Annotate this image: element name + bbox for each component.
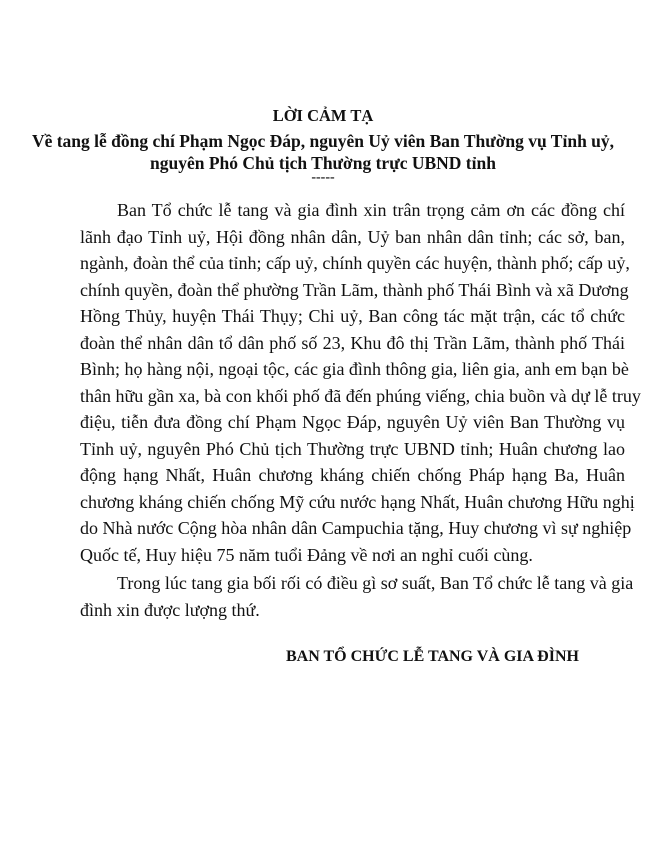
text-line: ngành, đoàn thể của tỉnh; cấp uỷ, chính quyền các huyện, thành phố; cấp uỷ, [80, 253, 630, 273]
text-line: đình xin được lượng thứ. [80, 599, 260, 620]
text-line: động hạng Nhất, Huân chương kháng chiến chống Pháp hạng Ba, Huân [80, 465, 625, 485]
divider: ----- [311, 170, 335, 185]
text-line: Bình; họ hàng nội, ngoại tộc, các gia đình thông gia, liên gia, anh em bạn bè [80, 359, 629, 379]
text-line: Hồng Thủy, huyện Thái Thụy; Chi uỷ, Ban công tác mặt trận, các tổ chức [80, 306, 625, 326]
text-line: Trong lúc tang gia bối rối có điều gì sơ suất, Ban Tổ chức lễ tang và gia [117, 573, 634, 593]
text-line: Ban Tổ chức lễ tang và gia đình xin trân trọng cảm ơn các đồng chí [117, 200, 625, 220]
text-line: do Nhà nước Cộng hòa nhân dân Campuchia tặng, Huy chương vì sự nghiệp [80, 518, 632, 538]
signature: BAN TỔ CHỨC LỄ TANG VÀ GIA ĐÌNH [286, 648, 579, 665]
text-line: điệu, tiễn đưa đồng chí Phạm Ngọc Đáp, nguyên Uỷ viên Ban Thường vụ [80, 412, 625, 432]
text-line: lãnh đạo Tỉnh uỷ, Hội đồng nhân dân, Uỷ ban nhân dân tỉnh; các sở, ban, [80, 226, 625, 247]
subtitle-line-1: Về tang lễ đồng chí Phạm Ngọc Đáp, nguyên Uỷ viên Ban Thường vụ Tỉnh uỷ, [31, 131, 615, 151]
text-line: thân hữu gần xa, bà con khối phố đã đến phúng viếng, chia buồn và dự lễ truy [80, 385, 641, 406]
text-line: Quốc tế, Huy hiệu 75 năm tuổi Đảng về nơi an nghỉ cuối cùng. [80, 544, 533, 565]
text-line: chính quyền, đoàn thể phường Trần Lãm, thành phố Thái Bình và xã Dương [80, 279, 629, 300]
text-line: chương kháng chiến chống Mỹ cứu nước hạng Nhất, Huân chương Hữu nghị [80, 491, 635, 512]
text-line: Tỉnh uỷ, nguyên Phó Chủ tịch Thường trực UBND tỉnh; Huân chương lao [80, 438, 625, 459]
text-line: đoàn thể nhân dân tổ dân phố số 23, Khu đô thị Trần Lãm, thành phố Thái [80, 332, 625, 353]
subtitle-line-2: nguyên Phó Chủ tịch Thường trực UBND tỉnh [150, 153, 496, 173]
document-title: LỜI CẢM TẠ [272, 106, 374, 125]
